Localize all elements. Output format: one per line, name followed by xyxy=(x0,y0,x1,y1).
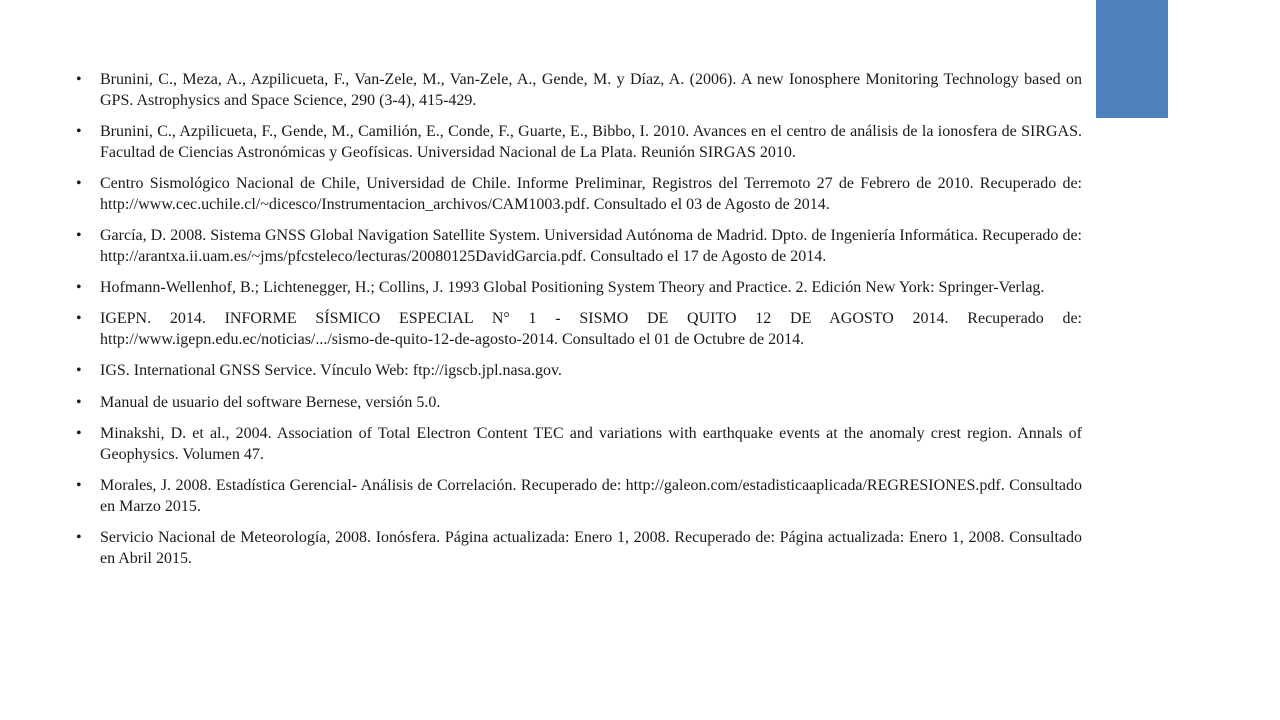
bullet-icon: • xyxy=(76,174,82,192)
bullet-icon: • xyxy=(76,122,82,140)
reference-item xyxy=(76,393,1082,414)
reference-item xyxy=(76,226,1082,267)
reference-text: Servicio Nacional de Meteorología, 2008. Ionósfera. Página actualizada: Enero 1, 2008. Recuperado de: Página actualizada: Enero 1, 2008. Consultado en Abril 2015. xyxy=(100,529,1082,567)
reference-item xyxy=(76,309,1082,350)
reference-item xyxy=(76,476,1082,517)
reference-text: IGEPN. 2014. INFORME SÍSMICO ESPECIAL N° 1 - SISMO DE QUITO 12 DE AGOSTO 2014. Recuperado de: http://www.igepn.edu.ec/noticias/.../sismo-de-quito-12-de-agosto-2014. Consultado el 01 de Octubre de 2014. xyxy=(100,310,1082,348)
reference-list xyxy=(76,70,1082,580)
bullet-icon: • xyxy=(76,310,82,328)
bullet-icon: • xyxy=(76,226,82,244)
reference-text: García, D. 2008. Sistema GNSS Global Navigation Satellite System. Universidad Autónoma de Madrid. Dpto. de Ingeniería Informática. Recuperado de: http://arantxa.ii.uam.es/~jms/pfcsteleco/lecturas/20080125DavidGarcia.pdf. Consultado el 17 de Agosto de 2014. xyxy=(100,226,1082,265)
reference-text: Minakshi, D. et al., 2004. Association of Total Electron Content TEC and variations with earthquake events at the anomaly crest region. Annals of Geophysics. Volumen 47. xyxy=(100,425,1082,463)
reference-text: Manual de usuario del software Bernese, versión 5.0. xyxy=(100,393,441,411)
bullet-icon: • xyxy=(76,477,82,495)
bullet-icon: • xyxy=(76,425,82,443)
bullet-icon: • xyxy=(76,362,82,380)
reference-text: IGS. International GNSS Service. Vínculo Web: ftp://igscb.jpl.nasa.gov. xyxy=(100,362,562,380)
reference-item xyxy=(76,278,1082,299)
reference-item xyxy=(76,174,1082,215)
reference-item xyxy=(76,528,1082,569)
reference-text: Morales, J. 2008. Estadística Gerencial- Análisis de Correlación. Recuperado de: http://galeon.com/estadisticaaplicada/REGRESIONES.pdf. Consultado en Marzo 2015. xyxy=(100,477,1082,515)
bullet-icon: • xyxy=(76,278,82,296)
reference-item xyxy=(76,424,1082,465)
reference-text: Hofmann-Wellenhof, B.; Lichtenegger, H.; Collins, J. 1993 Global Positioning System Theory and Practice. 2. Edición New York: Springer-Verlag. xyxy=(100,278,1045,296)
reference-text: Brunini, C., Meza, A., Azpilicueta, F., Van-Zele, M., Van-Zele, A., Gende, M. y Díaz, A. (2006). A new Ionosphere Monitoring Technology based on GPS. Astrophysics and Space Science, 290 (3-4), 415-429. xyxy=(100,71,1082,109)
bullet-icon: • xyxy=(76,529,82,547)
reference-item xyxy=(76,122,1082,163)
reference-item xyxy=(76,70,1082,111)
reference-text: Centro Sismológico Nacional de Chile, Universidad de Chile. Informe Preliminar, Registros del Terremoto 27 de Febrero de 2010. Recuperado de: http://www.cec.uchile.cl/~dicesco/Instrumentacion_archivos/CAM1003.pdf. Consultado el 03 de Agosto de 2014. xyxy=(100,174,1082,213)
bullet-icon: • xyxy=(76,393,82,411)
accent-bar xyxy=(1096,0,1168,118)
reference-item xyxy=(76,361,1082,382)
reference-text: Brunini, C., Azpilicueta, F., Gende, M., Camilión, E., Conde, F., Guarte, E., Bibbo, I. 2010. Avances en el centro de análisis de la ionosfera de SIRGAS. Facultad de Ciencias Astronómicas y Geofísicas. Universidad Nacional de La Plata. Reunión SIRGAS 2010. xyxy=(100,122,1082,161)
bullet-icon: • xyxy=(76,71,82,88)
